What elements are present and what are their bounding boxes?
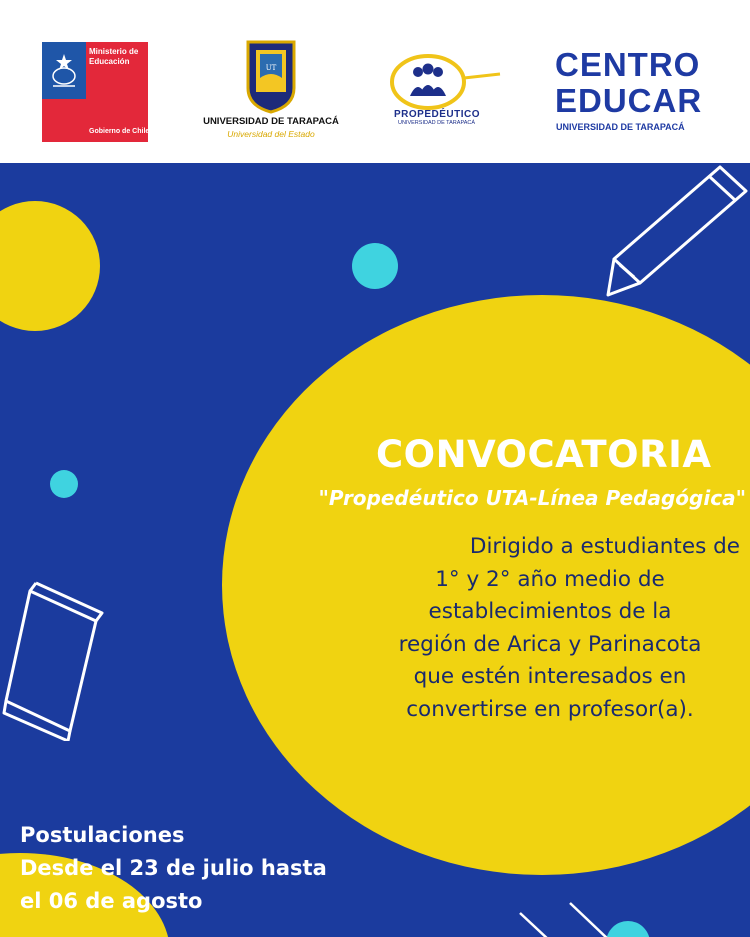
uta-shield-icon — [246, 40, 296, 114]
propedeutico-logo — [388, 52, 508, 132]
centro-educar-line2: EDUCAR — [555, 82, 703, 119]
poster-subtitle: "Propedéutico UTA-Línea Pedagógica" — [318, 486, 746, 510]
postulaciones-label: Postulaciones — [20, 823, 185, 847]
description-line: región de Arica y Parinacota — [398, 631, 702, 657]
book-icon — [0, 581, 110, 741]
propedeutico-subtitle: UNIVERSIDAD DE TARAPACÁ — [398, 120, 476, 126]
centro-educar-subtitle: UNIVERSIDAD DE TARAPACÁ — [556, 122, 685, 132]
description-line: establecimientos de la — [428, 599, 672, 624]
postulaciones-dates: el 06 de agosto — [20, 889, 203, 913]
cyan-dot-left — [50, 470, 78, 498]
mineduc-line1: Ministerio de — [89, 47, 139, 56]
svg-text:UT: UT — [265, 64, 277, 72]
pencil-icon — [600, 163, 750, 303]
poster-title: CONVOCATORIA — [376, 433, 712, 476]
mineduc-footer: Gobierno de Chile — [89, 128, 150, 135]
small-yellow-circle — [0, 201, 100, 331]
uta-subtitle: Universidad del Estado — [227, 129, 315, 139]
header-bar — [0, 0, 750, 163]
propedeutico-people-icon — [388, 52, 508, 110]
chile-coat-of-arms-icon — [48, 50, 80, 90]
cyan-dot-top — [352, 243, 398, 289]
poster-description — [360, 531, 740, 726]
postulaciones-block — [20, 819, 380, 918]
postulaciones-dates: Desde el 23 de julio hasta — [20, 856, 327, 880]
description-line: que estén interesados en — [413, 664, 687, 689]
propedeutico-name: PROPEDÉUTICO — [394, 109, 481, 120]
description-line: Dirigido a estudiantes de — [469, 534, 740, 559]
centro-educar-line1: CENTRO — [555, 46, 701, 83]
description-line: 1° y 2° año medio de — [435, 566, 665, 592]
centro-educar-logo — [552, 48, 712, 138]
description-line: convertirse en profesor(a). — [406, 696, 694, 722]
uta-name: UNIVERSIDAD DE TARAPACÁ — [203, 116, 339, 127]
mineduc-line2: Educación — [89, 57, 130, 66]
main-poster — [0, 163, 750, 937]
decorative-lines — [510, 883, 650, 937]
mineduc-logo — [42, 42, 148, 142]
uta-logo — [196, 40, 346, 145]
